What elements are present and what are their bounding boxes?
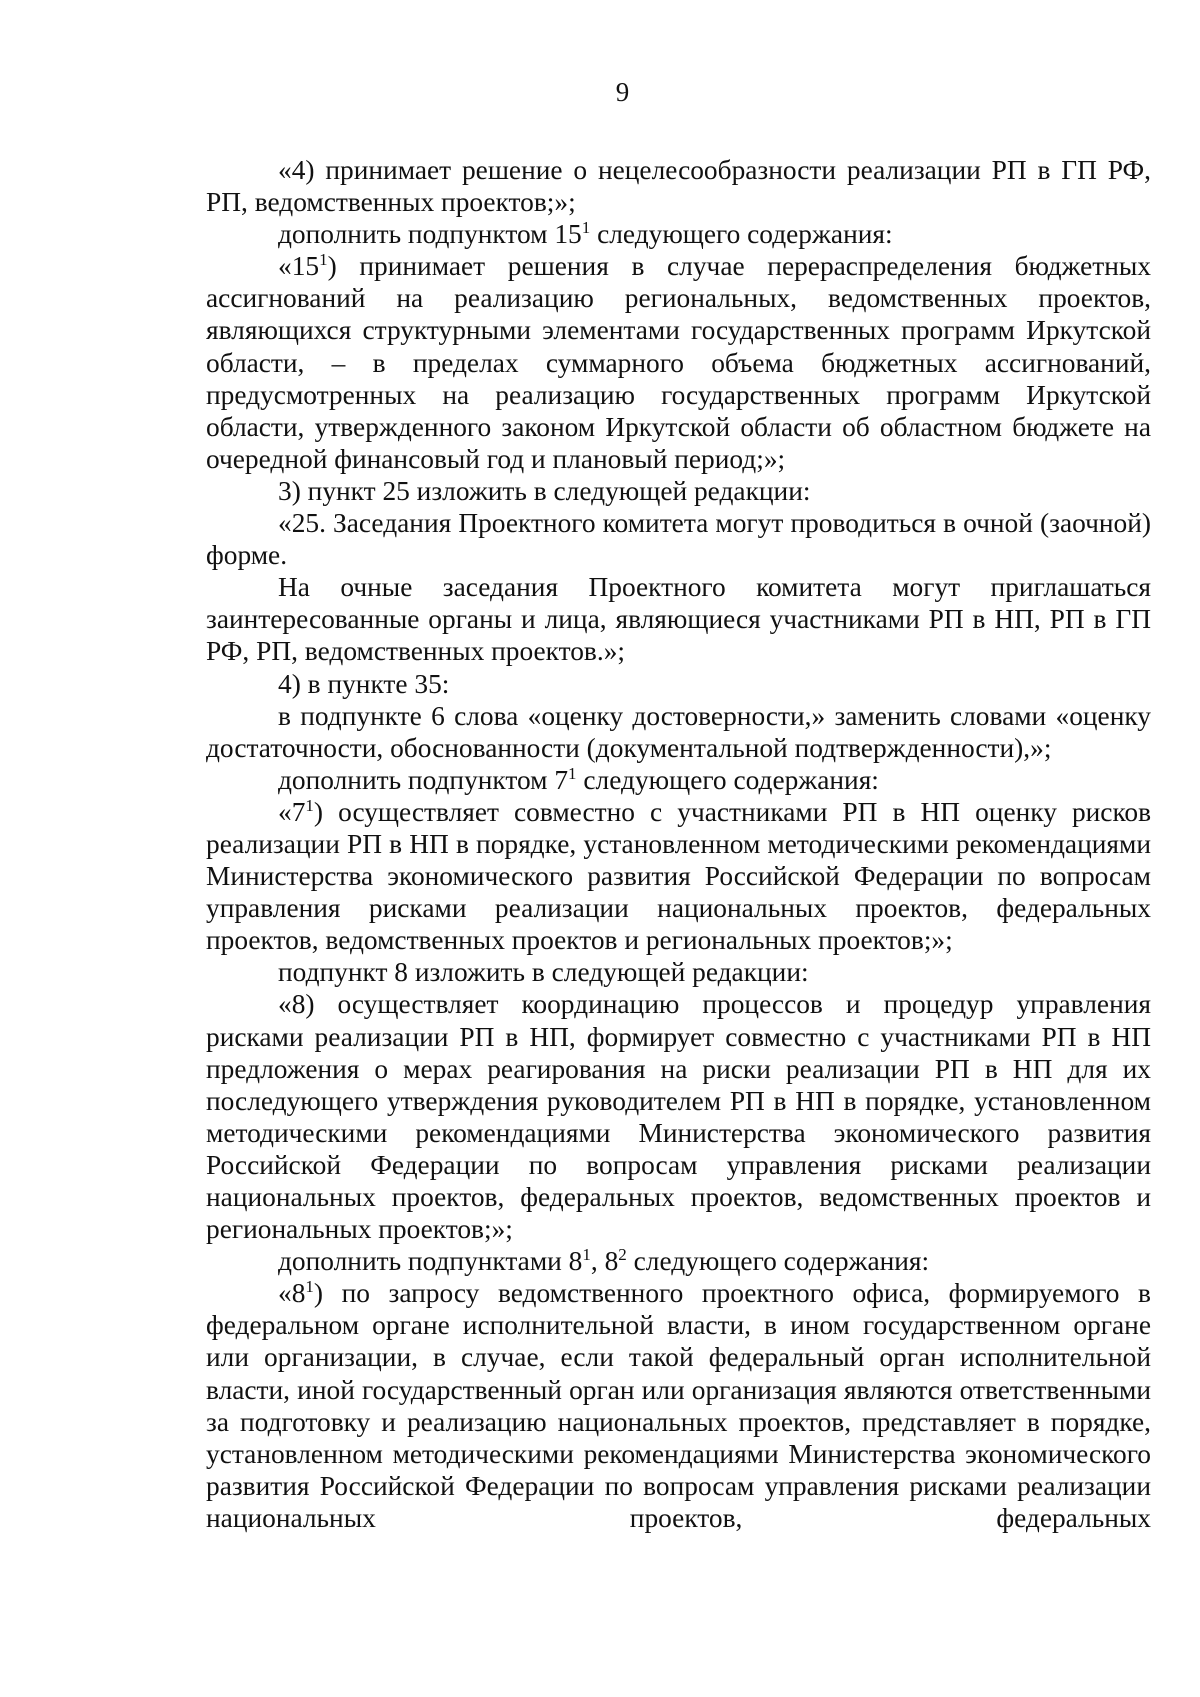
paragraph bbox=[206, 700, 1151, 764]
paragraph bbox=[206, 668, 1151, 700]
paragraph-text: ) принимает решения в случае перераспределения бюджетных ассигнований на реализацию региональных, ведомственных проектов, являющихся структурными элементами государственных программ Иркутской области, – в пределах суммарного объема бюджетных ассигнований, предусмотренных на реализацию государственных программ Иркутской области, утвержденного законом Иркутской области об областном бюджете на очередной финансовый год и плановый период;»; bbox=[206, 251, 1151, 474]
paragraph-text: следующего содержания: bbox=[590, 219, 893, 250]
paragraph-text: «8) осуществляет координацию процессов и процедур управления рисками реализации РП в НП, формирует совместно с участниками РП в НП предложения о мерах реагирования на риски реализации РП в НП для их последующего утверждения руководителем РП в НП в порядке, установленном методическими рекомендациями Министерства экономического развития Российской Федерации по вопросам управления рисками реализации национальных проектов, федеральных проектов, ведомственных проектов и региональных проектов;»; bbox=[206, 989, 1151, 1245]
paragraph-text: «8 bbox=[278, 1278, 306, 1309]
paragraph-text: На очные заседания Проектного комитета могут приглашаться заинтересованные органы и лица, являющиеся участниками РП в НП, РП в ГП РФ, РП, ведомственных проектов.»; bbox=[206, 572, 1151, 667]
paragraph-text: «25. Заседания Проектного комитета могут проводиться в очной (заочной) форме. bbox=[206, 508, 1151, 571]
paragraph bbox=[206, 1245, 1151, 1277]
page-number: 9 bbox=[615, 77, 630, 107]
paragraph bbox=[206, 250, 1151, 475]
paragraph bbox=[206, 764, 1151, 796]
paragraph bbox=[206, 475, 1151, 507]
superscript: 1 bbox=[305, 1277, 314, 1297]
superscript: 1 bbox=[305, 795, 314, 815]
superscript: 1 bbox=[319, 250, 328, 270]
paragraph-text: следующего содержания: bbox=[626, 1246, 930, 1277]
superscript: 1 bbox=[568, 763, 577, 783]
paragraph bbox=[206, 571, 1151, 667]
paragraph-text: , 8 bbox=[590, 1246, 619, 1277]
paragraph-text: «7 bbox=[278, 796, 306, 827]
paragraph-text: 3) пункт 25 изложить в следующей редакции: bbox=[278, 475, 811, 506]
paragraph bbox=[206, 988, 1151, 1245]
paragraph-text: «15 bbox=[278, 251, 320, 282]
document-body bbox=[206, 154, 1151, 1534]
paragraph bbox=[206, 218, 1151, 250]
paragraph-text: 4) в пункте 35: bbox=[278, 668, 450, 699]
superscript: 2 bbox=[618, 1245, 627, 1265]
paragraph bbox=[206, 154, 1151, 218]
paragraph-text: «4) принимает решение о нецелесообразности реализации РП в ГП РФ, РП, ведомственных проектов;»; bbox=[206, 155, 1151, 218]
paragraph-text: дополнить подпунктами 8 bbox=[278, 1246, 583, 1277]
paragraph-text: ) осуществляет совместно с участниками РП в НП оценку рисков реализации РП в НП в порядке, установленном методическими рекомендациями Министерства экономического развития Российской Федерации по вопросам управления рисками реализации национальных проектов, федеральных проектов, ведомственных проектов и региональных проектов;»; bbox=[206, 796, 1151, 956]
paragraph-text: ) по запросу ведомственного проектного офиса, формируемого в федеральном органе исполнительной власти, в ином государственном органе или организации, в случае, если такой федеральный орган исполнительной власти, иной государственный орган или организация являются ответственными за подготовку и реализацию национальных проектов, представляет в порядке, установленном методическими рекомендациями Министерства экономического развития Российской Федерации по вопросам управления рисками реализации национальных проектов, федеральных bbox=[206, 1278, 1151, 1533]
paragraph bbox=[206, 507, 1151, 571]
paragraph-text: следующего содержания: bbox=[576, 764, 879, 795]
superscript: 1 bbox=[582, 1245, 591, 1265]
paragraph-text: дополнить подпунктом 15 bbox=[278, 219, 582, 250]
paragraph-text: подпункт 8 изложить в следующей редакции: bbox=[278, 957, 809, 988]
paragraph bbox=[206, 1277, 1151, 1534]
paragraph-text: в подпункте 6 слова «оценку достоверности,» заменить словами «оценку достаточности, обоснованности (документальной подтвержденности),»; bbox=[206, 700, 1151, 763]
paragraph bbox=[206, 956, 1151, 988]
superscript: 1 bbox=[581, 218, 591, 238]
paragraph-text: дополнить подпунктом 7 bbox=[278, 764, 569, 795]
paragraph bbox=[206, 796, 1151, 956]
